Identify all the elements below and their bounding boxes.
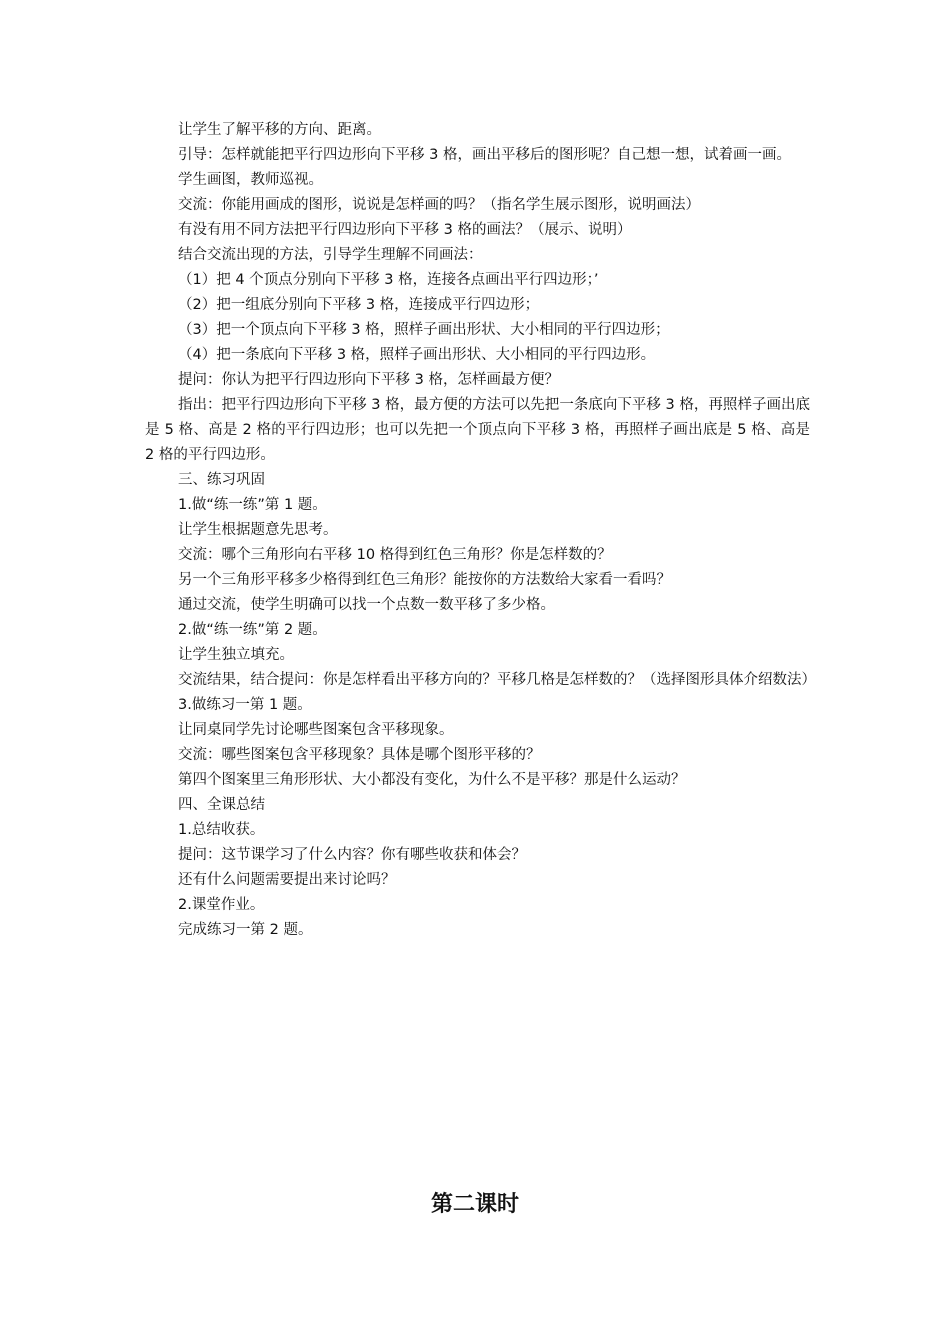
paragraph: 另一个三角形平移多少格得到红色三角形？能按你的方法数给大家看一看吗？ bbox=[178, 572, 671, 588]
lesson-body bbox=[145, 118, 816, 943]
paragraph: 让学生独立填充。 bbox=[178, 647, 294, 663]
paragraph: 让同桌同学先讨论哪些图案包含平移现象。 bbox=[178, 722, 454, 738]
exercise-heading: 1.总结收获。 bbox=[178, 822, 265, 838]
paragraph: 通过交流，使学生明确可以找一个点数一数平移了多少格。 bbox=[178, 597, 555, 613]
paragraph: 提问：这节课学习了什么内容？你有哪些收获和体会？ bbox=[178, 847, 526, 863]
paragraph: 完成练习一第 2 题。 bbox=[178, 922, 313, 938]
exercise-heading: 2.课堂作业。 bbox=[178, 897, 265, 913]
paragraph: 还有什么问题需要提出来讨论吗？ bbox=[178, 872, 396, 888]
paragraph: 交流：哪个三角形向右平移 10 格得到红色三角形？你是怎样数的？ bbox=[178, 547, 612, 563]
paragraph: 交流：哪些图案包含平移现象？具体是哪个图形平移的？ bbox=[178, 747, 541, 763]
paragraph: 让学生了解平移的方向、距离。 bbox=[178, 122, 381, 138]
lesson-title: 第二课时 bbox=[430, 1191, 519, 1217]
list-item: （2）把一组底分别向下平移 3 格，连接成平行四边形； bbox=[178, 297, 540, 313]
exercise-heading: 3.做练习一第 1 题。 bbox=[178, 697, 312, 713]
paragraph: 第四个图案里三角形形状、大小都没有变化，为什么不是平移？那是什么运动？ bbox=[178, 772, 686, 788]
paragraph: 有没有用不同方法把平行四边形向下平移 3 格的画法？（展示、说明） bbox=[178, 222, 632, 238]
list-item: （4）把一条底向下平移 3 格，照样子画出形状、大小相同的平行四边形。 bbox=[178, 347, 656, 363]
paragraph: 结合交流出现的方法，引导学生理解不同画法： bbox=[178, 247, 483, 263]
paragraph: 引导：怎样就能把平行四边形向下平移 3 格，画出平移后的图形呢？自己想一想，试着画一画。 bbox=[178, 147, 791, 163]
paragraph: 学生画图，教师巡视。 bbox=[178, 172, 323, 188]
list-item: （3）把一个顶点向下平移 3 格，照样子画出形状、大小相同的平行四边形； bbox=[178, 322, 670, 338]
section-heading: 四、全课总结 bbox=[178, 797, 265, 813]
exercise-heading: 2.做“练一练”第 2 题。 bbox=[178, 622, 327, 638]
paragraph: 提问：你认为把平行四边形向下平移 3 格，怎样画最方便？ bbox=[178, 372, 559, 388]
section-heading: 三、练习巩固 bbox=[178, 472, 265, 488]
list-item: （1）把 4 个顶点分别向下平移 3 格，连接各点画出平行四边形；’ bbox=[178, 272, 599, 288]
exercise-heading: 1.做“练一练”第 1 题。 bbox=[178, 497, 327, 513]
paragraph: 交流：你能用画成的图形，说说是怎样画的吗？（指名学生展示图形，说明画法） bbox=[178, 197, 700, 213]
paragraph: 交流结果，结合提问：你是怎样看出平移方向的？平移几格是怎样数的？（选择图形具体介绍数法） bbox=[178, 672, 816, 688]
paragraph: 让学生根据题意先思考。 bbox=[178, 522, 338, 538]
paragraph: 指出：把平行四边形向下平移 3 格，最方便的方法可以先把一条底向下平移 3 格，再照样子画出底是 5 格、高是 2 格的平行四边形；也可以先把一个顶点向下平移 3 格，再照样子画出底是 5 格、高是 2 格的平行四边形。 bbox=[145, 397, 810, 463]
